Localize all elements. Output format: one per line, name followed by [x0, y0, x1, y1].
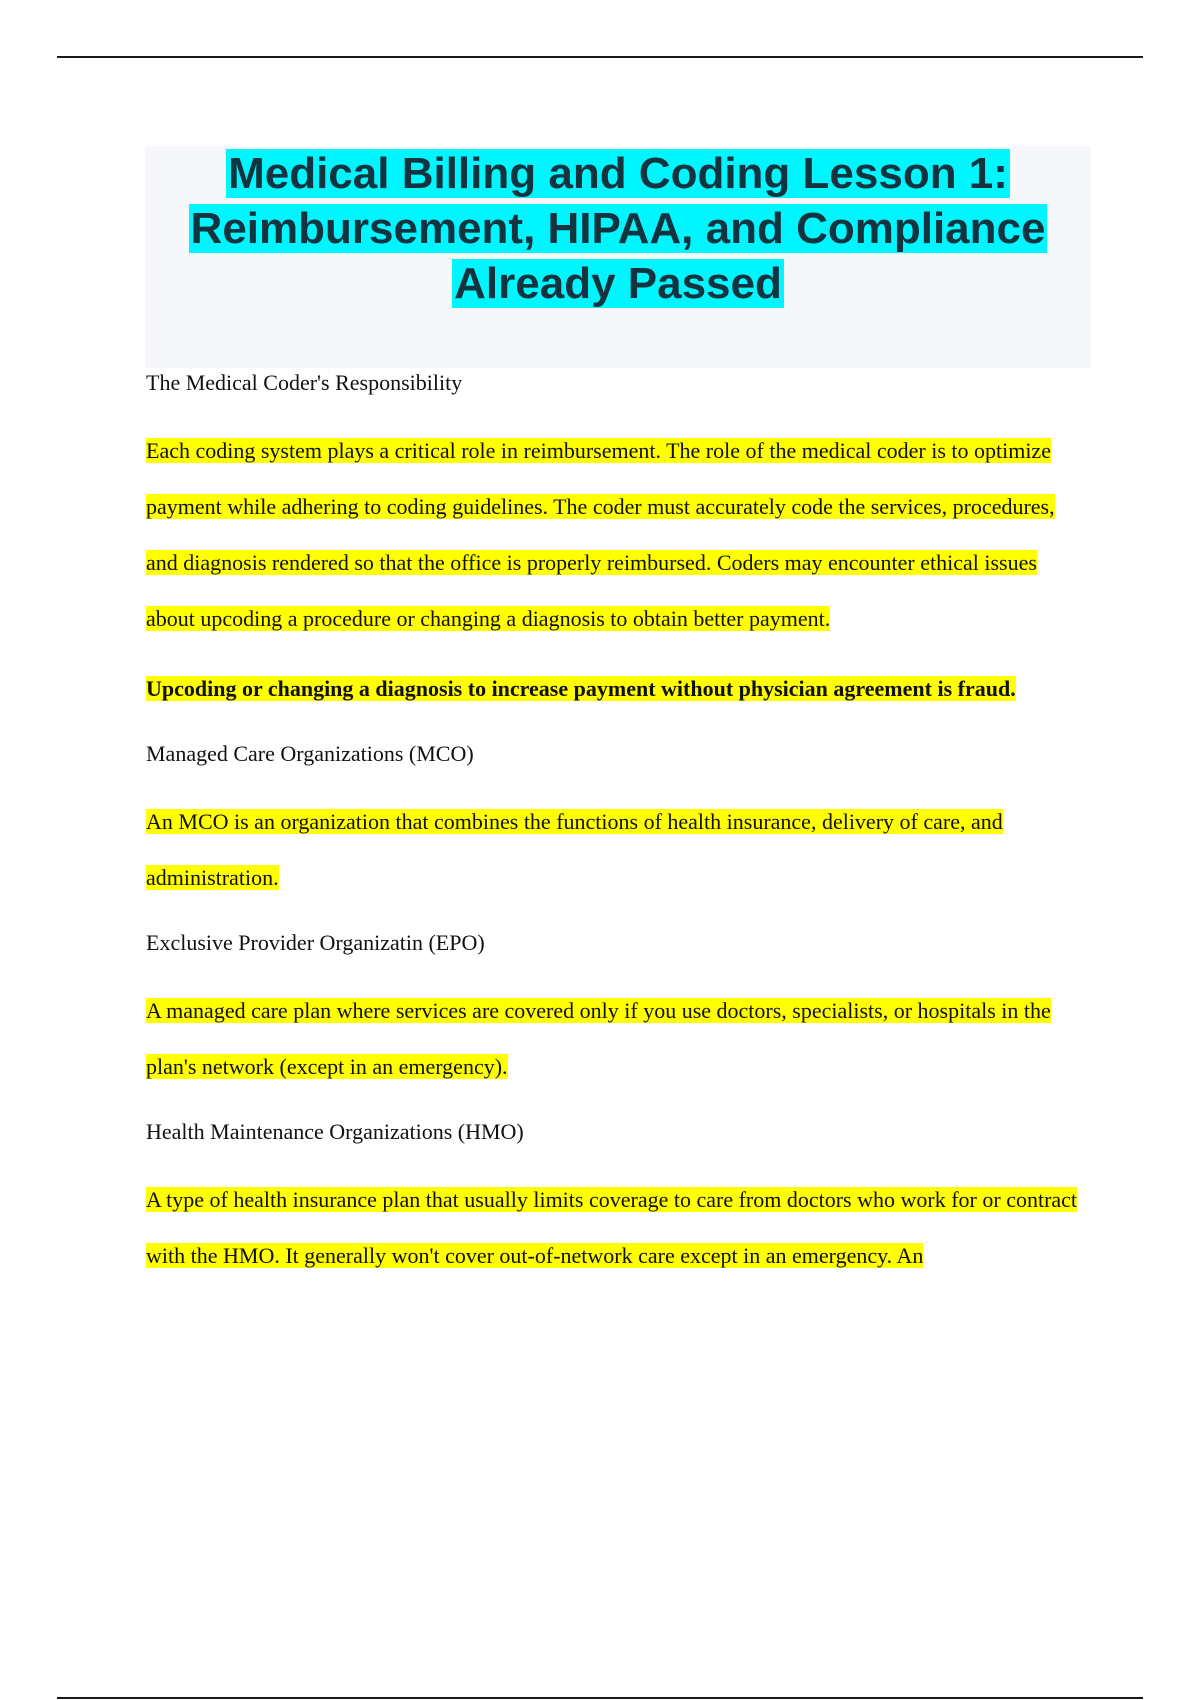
paragraph-bold — [146, 661, 1091, 717]
title-line-1: Medical Billing and Coding Lesson 1: — [228, 149, 1008, 198]
section-heading: The Medical Coder's Responsibility — [146, 370, 463, 395]
highlighted-text: A managed care plan where services are covered only if you use doctors, specialists, or hospitals in the plan's network (except in an emergency). — [146, 998, 1051, 1079]
paragraph — [146, 794, 1091, 906]
title-line-2: Reimbursement, HIPAA, and Compliance — [190, 204, 1046, 253]
highlighted-text: A type of health insurance plan that usually limits coverage to care from doctors who work for or contract with the HMO. It generally won't cover out-of-network care except in an emergency. An — [146, 1187, 1078, 1268]
paragraph — [146, 983, 1091, 1095]
highlighted-text: Each coding system plays a critical role in reimbursement. The role of the medical coder is to optimize payment while adhering to coding guidelines. The coder must accurately code the services, procedures, and diagnosis rendered so that the office is properly reimbursed. Coders may encounter ethical issues about upcoding a procedure or changing a diagnosis to obtain better payment. — [146, 438, 1055, 631]
paragraph — [146, 1172, 1091, 1284]
section-heading: Exclusive Provider Organizatin (EPO) — [146, 930, 485, 955]
highlighted-text: An MCO is an organization that combines the functions of health insurance, delivery of care, and administration. — [146, 809, 1003, 890]
paragraph — [146, 423, 1091, 647]
top-rule — [57, 56, 1143, 58]
section-heading: Managed Care Organizations (MCO) — [146, 741, 474, 766]
title-block — [145, 146, 1091, 368]
section-heading: Health Maintenance Organizations (HMO) — [146, 1119, 524, 1144]
document-title — [145, 146, 1091, 311]
title-line-3: Already Passed — [454, 259, 782, 308]
bottom-rule — [57, 1697, 1143, 1699]
document-body — [146, 366, 1091, 1284]
highlighted-text: Upcoding or changing a diagnosis to increase payment without physician agreement is fraud. — [146, 676, 1016, 701]
